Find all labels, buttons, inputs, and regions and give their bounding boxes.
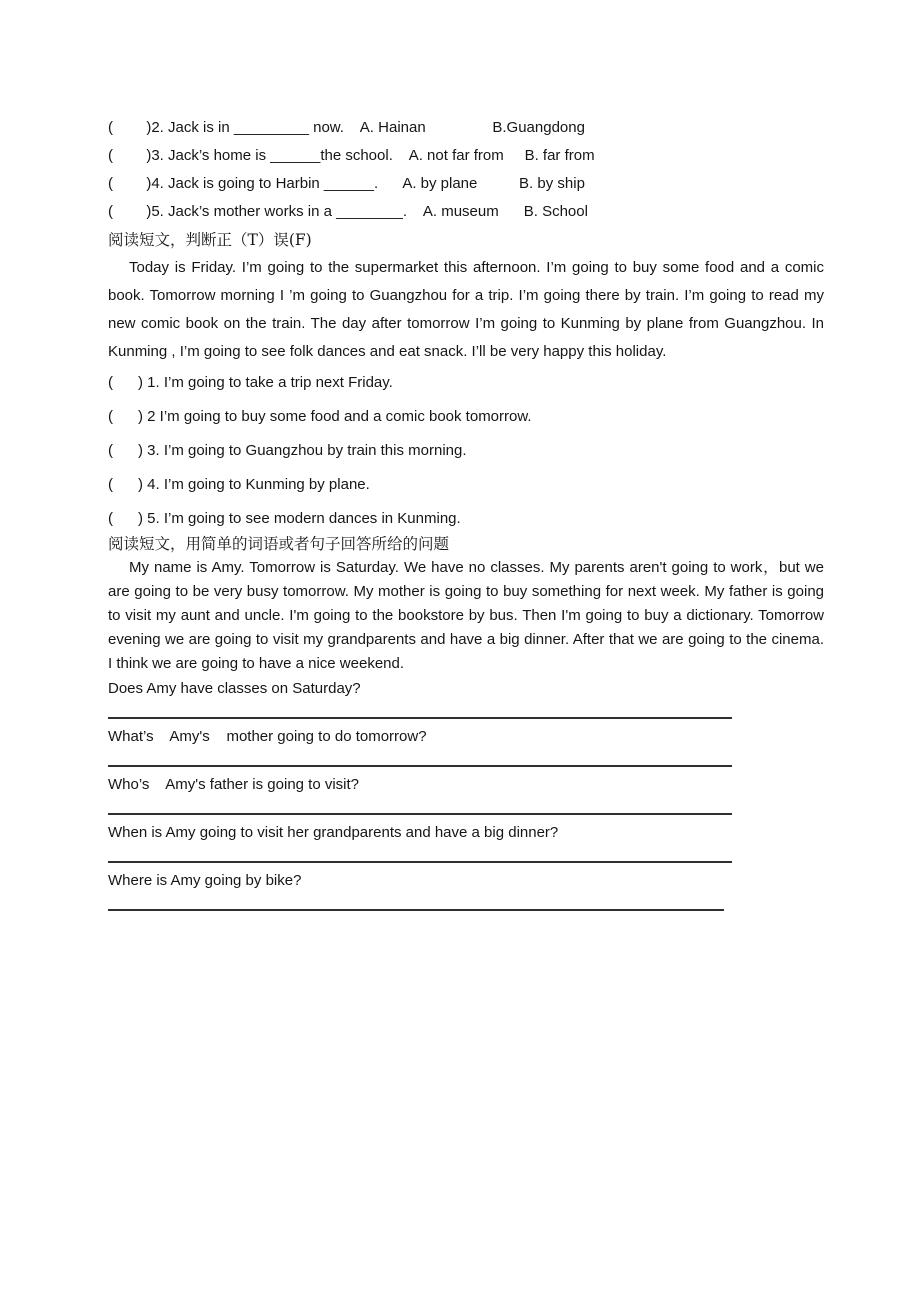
tf-item-1: ( ) 1. I’m going to take a trip next Friday. [108, 374, 393, 391]
qa-passage: My name is Amy. Tomorrow is Saturday. We have no classes. My parents aren't going to work，but we are going to be very busy tomorrow. My mother is going to buy something for next week. My father is going to visit my aunt and uncle. I'm going to the bookstore by bus. Then I'm going to buy a dictionary. Tomorrow evening we are going to visit my grandparents and have a big dinner. After that we are going to the cinema. I think we are going to have a nice weekend. [108, 559, 824, 672]
mcq-item-2: ( )2. Jack is in _________ now. A. Hainan B.Guangdong [108, 119, 585, 136]
qa-questions [108, 679, 824, 911]
mcq-item-3: ( )3. Jack’s home is ______the school. A. not far from B. far from [108, 147, 595, 164]
answer-blank-line-3 [108, 813, 732, 815]
qa-question-2: What’s Amy's mother going to do tomorrow? [108, 728, 427, 745]
tf-items [108, 366, 824, 536]
tf-section-heading: 阅读短文，判断正（T）误(F) [108, 231, 312, 249]
qa-block-4 [108, 823, 824, 863]
tf-item-3: ( ) 3. I’m going to Guangzhou by train this morning. [108, 442, 467, 459]
tf-item-2: ( ) 2 I’m going to buy some food and a comic book tomorrow. [108, 408, 532, 425]
qa-question-5: Where is Amy going by bike? [108, 872, 302, 889]
tf-passage: Today is Friday. I’m going to the supermarket this afternoon. I’m going to buy some food and a comic book. Tomorrow morning I ’m going to Guangzhou for a trip. I’m going there by train. I’m going to read my new comic book on the train. The day after tomorrow I’m going to Kunming by plane from Guangzhou. In Kunming , I’m going to see folk dances and eat snack. I’ll be very happy this holiday. [108, 259, 824, 360]
mcq-item-5: ( )5. Jack’s mother works in a ________. A. museum B. School [108, 203, 588, 220]
qa-section-heading: 阅读短文，用简单的词语或者句子回答所给的问题 [108, 535, 450, 553]
qa-question-4: When is Amy going to visit her grandparents and have a big dinner? [108, 824, 559, 841]
worksheet-content [108, 114, 824, 919]
qa-block-3 [108, 775, 824, 815]
mcq-section [108, 114, 824, 226]
answer-blank-line-5 [108, 909, 724, 911]
qa-question-1: Does Amy have classes on Saturday? [108, 680, 361, 697]
answer-blank-line-2 [108, 765, 732, 767]
tf-item-4: ( ) 4. I’m going to Kunming by plane. [108, 476, 370, 493]
qa-question-3: Who’s Amy's father is going to visit? [108, 776, 360, 793]
qa-block-2 [108, 727, 824, 767]
answer-blank-line-1 [108, 717, 732, 719]
answer-blank-line-4 [108, 861, 732, 863]
mcq-item-4: ( )4. Jack is going to Harbin ______. A. by plane B. by ship [108, 175, 585, 192]
tf-item-5: ( ) 5. I’m going to see modern dances in Kunming. [108, 510, 461, 527]
qa-block-5 [108, 871, 824, 911]
qa-block-1 [108, 679, 824, 719]
